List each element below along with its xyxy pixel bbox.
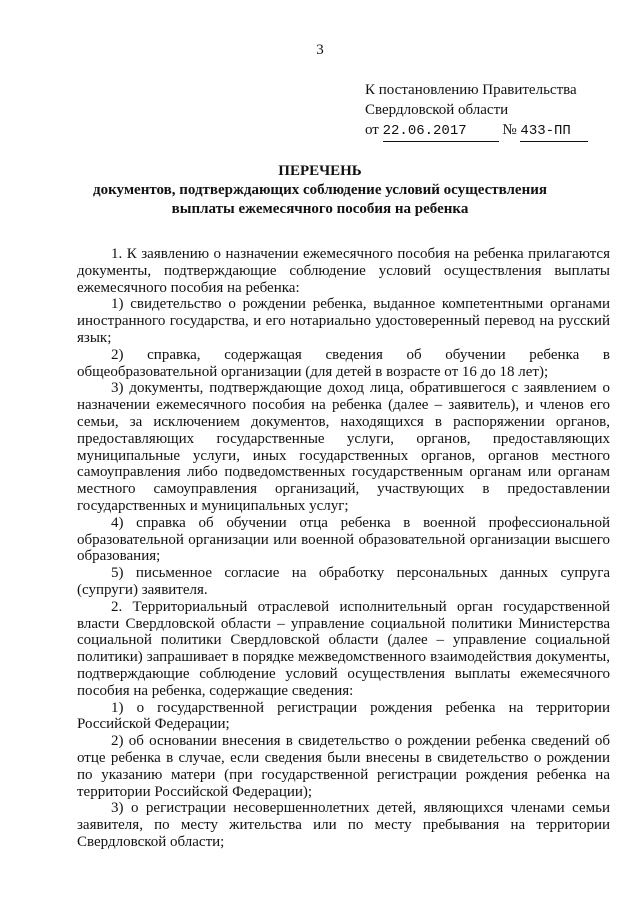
paragraph-2-item-3: 3) о регистрации несовершеннолетних детей, являющихся членами семьи заявителя, по месту жительства или по месту пребывания на территории Свердловской области; bbox=[77, 800, 610, 850]
date-field bbox=[383, 120, 499, 142]
approval-line-2: Свердловской области bbox=[365, 102, 509, 118]
page-number: 3 bbox=[316, 42, 324, 58]
paragraph-1: 1. К заявлению о назначении ежемесячного пособия на ребенка прилагаются документы, подтверждающие соблюдение условий осуществления выплаты ежемесячного пособия на ребенка: bbox=[77, 246, 610, 296]
from-prefix: от bbox=[365, 122, 379, 138]
paragraph-1-item-1: 1) свидетельство о рождении ребенка, выданное компетентными органами иностранного государства, и его нотариально удостоверенный перевод на русский язык; bbox=[77, 296, 610, 346]
paragraph-2: 2. Территориальный отраслевой исполнительный орган государственной власти Свердловской области – управление социальной политики Министерства социальной политики Свердловской области (далее – управление социальной политики) запрашивает в порядке межведомственного взаимодействия документы, подтверждающие соблюдение условий осуществления выплаты ежемесячного пособия на ребенка, содержащие сведения: bbox=[77, 598, 610, 699]
paragraph-2-item-2: 2) об основании внесения в свидетельство о рождении ребенка сведений об отце ребенка в случае, если сведения были внесены в свидетельство о рождении по указанию матери (при государственной регистрации рождения ребенка на территории Российской Федерации); bbox=[77, 733, 610, 800]
approval-date-number-line bbox=[365, 120, 625, 142]
document-number: 433-ПП bbox=[520, 123, 571, 139]
document-body bbox=[77, 246, 610, 851]
number-prefix: № bbox=[502, 122, 517, 138]
paragraph-1-item-5: 5) письменное согласие на обработку персональных данных супруга (супруги) заявителя. bbox=[77, 565, 610, 598]
approval-line-1: К постановлению Правительства bbox=[365, 82, 577, 98]
paragraph-1-item-4: 4) справка об обучении отца ребенка в военной профессиональной образовательной организации или военной образовательной организации высшего образования; bbox=[77, 514, 610, 565]
approval-reference bbox=[365, 80, 625, 142]
document-date: 22.06.2017 bbox=[382, 123, 467, 139]
title-line-3: выплаты ежемесячного пособия на ребенка bbox=[171, 201, 469, 217]
document-title bbox=[0, 162, 640, 219]
number-field bbox=[520, 120, 588, 142]
title-line-1: ПЕРЕЧЕНЬ bbox=[278, 163, 362, 179]
paragraph-2-item-1: 1) о государственной регистрации рождения ребенка на территории Российской Федерации; bbox=[77, 699, 610, 733]
title-line-2: документов, подтверждающих соблюдение условий осуществления bbox=[93, 182, 547, 198]
paragraph-1-item-3: 3) документы, подтверждающие доход лица, обратившегося с заявлением о назначении ежемесячного пособия на ребенка (далее – заявитель), и членов его семьи, за исключением документов, находящихся в распоряжении органов, предоставляющих государственные услуги, органов, предоставляющих муниципальные услуги, иных государственных органов, органов местного самоуправления либо подведомственных государственным органам или органам местного самоуправления организаций, участвующих в предоставлении государственных и муниципальных услуг; bbox=[77, 380, 610, 514]
paragraph-1-item-2: 2) справка, содержащая сведения об обучении ребенка в общеобразовательной организации (для детей в возрасте от 16 до 18 лет); bbox=[77, 346, 610, 380]
